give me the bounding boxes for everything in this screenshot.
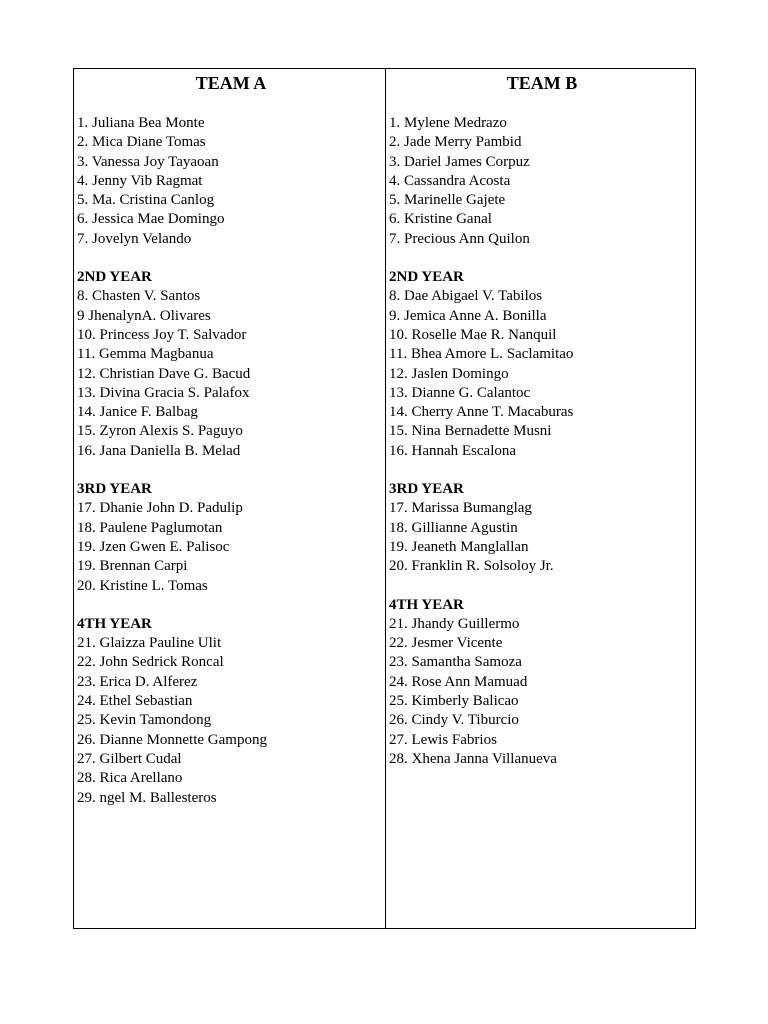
- member-item: 19. Brennan Carpi: [77, 558, 188, 575]
- member-list: [389, 615, 695, 769]
- member-item: 24. Rose Ann Mamuad: [389, 673, 528, 690]
- member-item: 2. Mica Diane Tomas: [77, 134, 206, 151]
- team-a-column: [74, 69, 385, 928]
- member-item: 10. Roselle Mae R. Nanquil: [389, 326, 557, 343]
- member-list: [77, 287, 385, 461]
- member-item: 8. Dae Abigael V. Tabilos: [389, 288, 543, 305]
- year-section: [77, 480, 385, 596]
- member-item: 9 JhenalynA. Olivares: [77, 307, 211, 324]
- member-item: 4. Cassandra Acosta: [389, 172, 511, 189]
- member-item: 4. Jenny Vib Ragmat: [77, 172, 203, 189]
- member-item: 5. Marinelle Gajete: [389, 192, 506, 209]
- member-item: 16. Hannah Escalona: [389, 442, 517, 459]
- member-list: [389, 114, 695, 249]
- member-item: 18. Gillianne Agustin: [389, 519, 518, 536]
- member-item: 24. Ethel Sebastian: [77, 693, 193, 710]
- member-item: 13. Divina Gracia S. Palafox: [77, 384, 250, 401]
- member-list: [389, 287, 695, 461]
- member-item: 15. Nina Bernadette Musni: [389, 423, 552, 440]
- member-item: 23. Erica D. Alferez: [77, 673, 198, 690]
- member-item: 29. ngel M. Ballesteros: [77, 789, 217, 806]
- member-item: 25. Kevin Tamondong: [77, 712, 212, 729]
- member-item: 28. Rica Arellano: [77, 770, 183, 787]
- member-item: 15. Zyron Alexis S. Paguyo: [77, 423, 243, 440]
- year-section: [77, 615, 385, 808]
- team-title: TEAM A: [195, 73, 267, 93]
- member-item: 16. Jana Daniella B. Melad: [77, 442, 241, 459]
- year-heading: 4TH YEAR: [77, 615, 152, 632]
- member-item: 5. Ma. Cristina Canlog: [77, 192, 215, 209]
- member-item: 21. Jhandy Guillermo: [389, 615, 520, 632]
- member-item: 27. Gilbert Cudal: [77, 750, 182, 767]
- member-item: 3. Vanessa Joy Tayaoan: [77, 153, 219, 170]
- member-item: 17. Dhanie John D. Padulip: [77, 500, 243, 517]
- member-item: 12. Jaslen Domingo: [389, 365, 509, 382]
- member-item: 14. Janice F. Balbag: [77, 404, 198, 421]
- member-item: 20. Kristine L. Tomas: [77, 577, 208, 594]
- member-item: 6. Jessica Mae Domingo: [77, 211, 225, 228]
- member-item: 1. Mylene Medrazo: [389, 115, 507, 131]
- member-item: 9. Jemica Anne A. Bonilla: [389, 307, 547, 324]
- member-item: 22. Jesmer Vicente: [389, 635, 503, 652]
- member-item: 26. Dianne Monnette Gampong: [77, 731, 267, 748]
- member-item: 28. Xhena Janna Villanueva: [389, 750, 557, 767]
- member-item: 7. Precious Ann Quilon: [389, 230, 530, 247]
- year-section: [389, 268, 695, 461]
- member-item: 8. Chasten V. Santos: [77, 288, 201, 305]
- teams-table: [73, 68, 696, 929]
- year-section: [77, 114, 385, 249]
- year-heading: 2ND YEAR: [389, 269, 464, 286]
- member-item: 27. Lewis Fabrios: [389, 731, 497, 748]
- member-item: 11. Bhea Amore L. Saclamitao: [389, 346, 574, 363]
- team-title: TEAM B: [506, 73, 578, 93]
- member-item: 13. Dianne G. Calantoc: [389, 384, 531, 401]
- member-item: 14. Cherry Anne T. Macaburas: [389, 404, 574, 421]
- member-item: 22. John Sedrick Roncal: [77, 654, 224, 671]
- year-heading: 4TH YEAR: [389, 596, 464, 613]
- year-section: [77, 268, 385, 461]
- member-item: 11. Gemma Magbanua: [77, 346, 214, 363]
- member-list: [77, 114, 385, 249]
- member-item: 20. Franklin R. Solsoloy Jr.: [389, 558, 554, 575]
- member-item: 7. Jovelyn Velando: [77, 230, 192, 247]
- member-list: [389, 499, 695, 576]
- year-heading: 2ND YEAR: [77, 269, 152, 286]
- member-item: 12. Christian Dave G. Bacud: [77, 365, 251, 382]
- member-item: 21. Glaizza Pauline Ulit: [77, 635, 222, 652]
- member-item: 19. Jeaneth Manglallan: [389, 538, 529, 555]
- member-item: 18. Paulene Paglumotan: [77, 519, 223, 536]
- member-item: 25. Kimberly Balicao: [389, 693, 519, 710]
- member-item: 3. Dariel James Corpuz: [389, 153, 530, 170]
- member-item: 26. Cindy V. Tiburcio: [389, 712, 519, 729]
- year-heading: 3RD YEAR: [389, 481, 464, 498]
- member-item: 2. Jade Merry Pambid: [389, 134, 522, 151]
- member-item: 10. Princess Joy T. Salvador: [77, 326, 247, 343]
- member-list: [77, 634, 385, 808]
- member-list: [77, 499, 385, 595]
- team-b-column: [385, 69, 695, 928]
- member-item: 19. Jzen Gwen E. Palisoc: [77, 538, 230, 555]
- year-heading: 3RD YEAR: [77, 481, 152, 498]
- member-item: 6. Kristine Ganal: [389, 211, 492, 228]
- member-item: 17. Marissa Bumanglag: [389, 500, 532, 517]
- member-item: 23. Samantha Samoza: [389, 654, 522, 671]
- year-section: [389, 596, 695, 770]
- year-section: [389, 480, 695, 576]
- year-section: [389, 114, 695, 249]
- member-item: 1. Juliana Bea Monte: [77, 115, 205, 131]
